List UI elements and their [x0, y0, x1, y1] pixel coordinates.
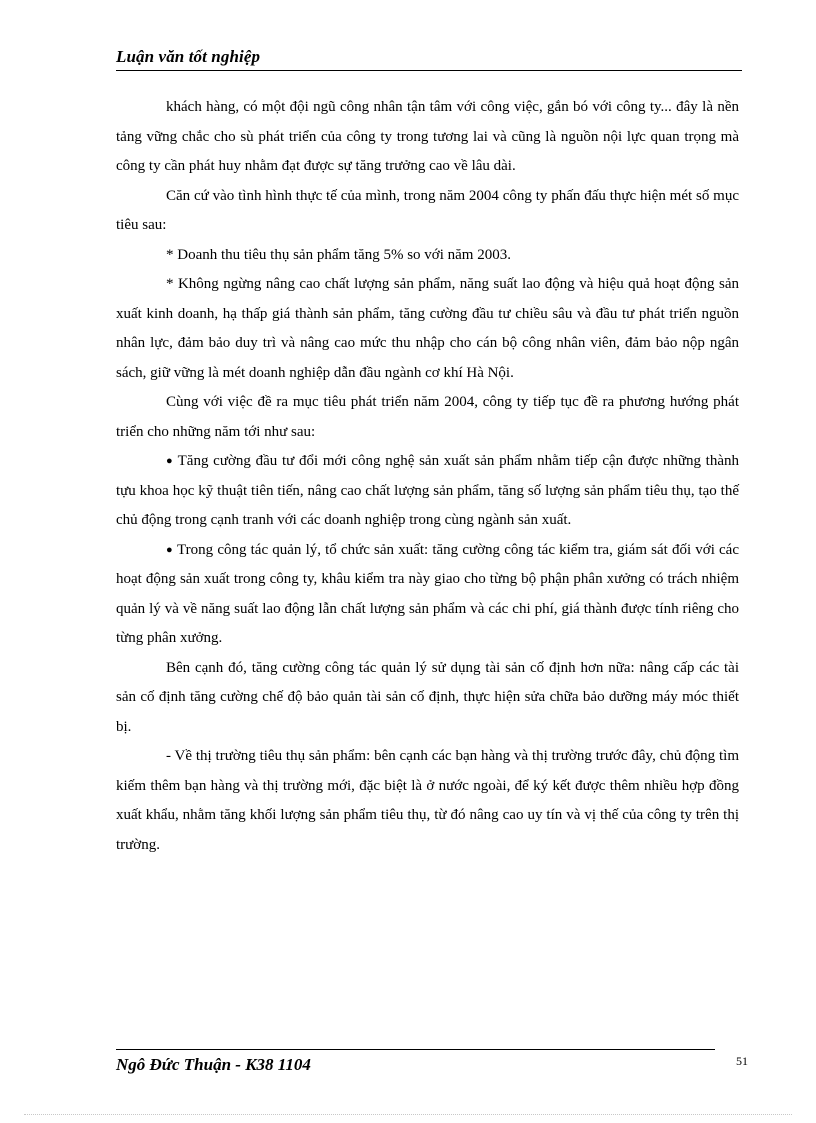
paragraph-text: Cùng với việc đề ra mục tiêu phát triển năm 2004, công ty tiếp tục đề ra phương hướng phát triển cho những năm tới như sau: — [116, 394, 739, 440]
paragraph-bullet-technology — [116, 447, 739, 536]
paragraph-market — [116, 742, 739, 860]
page-number: 51 — [736, 1054, 748, 1068]
paragraph-directions-intro — [116, 388, 739, 447]
footer-author: Ngô Đức Thuận - K38 1104 — [116, 1055, 311, 1074]
paragraph-goal-quality — [116, 270, 739, 388]
paragraph-text: khách hàng, có một đội ngũ công nhân tận tâm với công việc, gắn bó với công ty... đây là nền tảng vững chắc cho sù phát triển của công ty trong tương lai và cũng là nguồn nội lực quan trọng mà công ty cần phát huy nhằm đạt được sự tăng trưởng cao về lâu dài. — [116, 99, 739, 174]
paragraph-goals-intro — [116, 182, 739, 241]
paragraph-text: Bên cạnh đó, tăng cường công tác quản lý sử dụng tài sản cố định hơn nữa: nâng cấp các tài sản cố định tăng cường chế độ bảo quản tài sản cố định, thực hiện sửa chữa bảo dưỡng máy móc thiết bị. — [116, 659, 739, 735]
header-rule — [116, 70, 742, 71]
paragraph-bullet-management — [116, 536, 739, 654]
page-edge-divider — [24, 1114, 792, 1115]
paragraph-text: * Không ngừng nâng cao chất lượng sản phẩm, năng suất lao động và hiệu quả hoạt động sản xuất kinh doanh, hạ thấp giá thành sản phẩm, tăng cường đầu tư chiều sâu và đầu tư phát triển nguồn nhân lực, đảm bảo duy trì và nâng cao mức thu nhập cho cán bộ công nhân viên, đảm bảo nộp ngân sách, giữ vững là mét doanh nghiệp dẫn đầu ngành cơ khí Hà Nội. — [116, 276, 739, 381]
footer-rule — [116, 1049, 715, 1050]
body-text — [116, 93, 739, 860]
paragraph-continuation — [116, 93, 739, 182]
running-header-title: Luận văn tốt nghiệp — [116, 47, 261, 66]
paragraph-goal-revenue — [116, 241, 739, 271]
bullet-icon: ● — [166, 543, 174, 556]
bullet-icon: ● — [166, 455, 174, 467]
paragraph-text: * Doanh thu tiêu thụ sản phẩm tăng 5% so với năm 2003. — [166, 246, 511, 263]
paragraph-text: Tăng cường đầu tư đổi mới công nghệ sản xuất sản phẩm nhằm tiếp cận được những thành tựu khoa học kỹ thuật tiên tiến, nâng cao chất lượng sản phẩm, tăng số lượng sản phẩm tiêu thụ, tạo thế chủ động trong cạnh tranh với các doanh nghiệp trong cùng ngành sản xuất. — [116, 453, 739, 528]
paragraph-text: - Về thị trường tiêu thụ sản phẩm: bên cạnh các bạn hàng và thị trường trước đây, chủ động tìm kiếm thêm bạn hàng và thị trường mới, đặc biệt là ở nước ngoài, để ký kết được thêm nhiều hợp đồng xuất khẩu, nhằm tăng khối lượng sản phẩm tiêu thụ, từ đó nâng cao uy tín và vị thế của công ty trên thị trường. — [116, 748, 739, 853]
paragraph-text: Căn cứ vào tình hình thực tế của mình, trong năm 2004 công ty phấn đấu thực hiện mét số mục tiêu sau: — [116, 187, 739, 233]
paragraph-text: Trong công tác quản lý, tổ chức sản xuất: tăng cường công tác kiểm tra, giám sát đối với các hoạt động sản xuất trong công ty, khâu kiểm tra này giao cho từng bộ phận phân xưởng có trách nhiệm quản lý và về năng suất lao động lẫn chất lượng sản phẩm và các chi phí, giá thành được tính riêng cho từng phân xưởng. — [116, 541, 739, 646]
paragraph-fixed-assets — [116, 654, 739, 743]
